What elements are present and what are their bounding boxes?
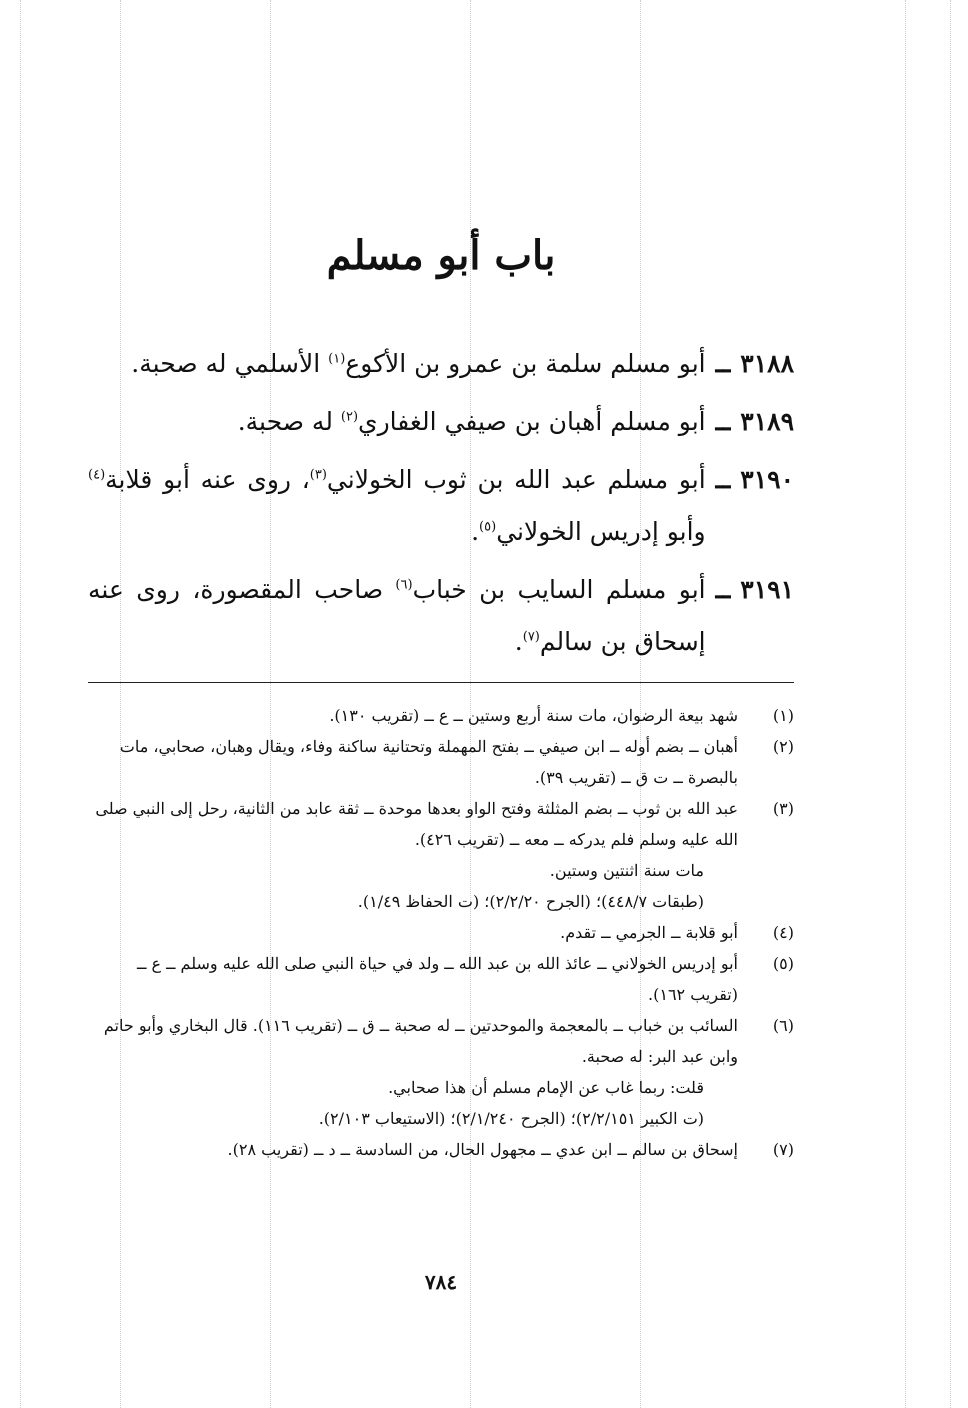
footnote-text: عبد الله بن ثوب ــ بضم المثلثة وفتح الواو بعدها موحدة ــ ثقة عابد من الثانية، رحل إلى النبي صلى الله عليه وسلم فلم يدركه ــ معه ــ (تقريب ٤٢٦). (95, 799, 738, 849)
entries-list (88, 338, 794, 674)
entry-text: أبو مسلم عبد الله بن ثوب الخولاني$^{(٣)}$، روى عنه أبو قلابة$^{(٤)}$ وأبو إدريس الخولاني$^{(٥)}$. (88, 465, 706, 546)
footnote-4 (88, 917, 794, 948)
footnote-ref[interactable]: (٣) (309, 467, 327, 483)
footnote-ref[interactable]: (٧) (522, 629, 540, 645)
footnote-text: شهد بيعة الرضوان، مات سنة أربع وستين ــ ع ــ (تقريب ١٣٠). (329, 706, 738, 725)
footnote-ref[interactable]: (١) (328, 351, 346, 367)
footnote-number: (٤) (772, 923, 794, 942)
footnote-number: (١) (772, 706, 794, 725)
entry-text: أبو مسلم سلمة بن عمرو بن الأكوع$^{(١)}$ الأسلمي له صحبة. (131, 349, 706, 378)
footnote-separator (88, 682, 794, 683)
footnote-2 (88, 731, 794, 793)
entry-3189 (88, 396, 794, 448)
footnote-ref[interactable]: (٤) (88, 467, 106, 483)
footnote-citation: (طبقات ٤٤٨/٧)؛ (الجرح ٢/٢/٢٠)؛ (ت الحفاظ ١/٤٩). (357, 892, 704, 911)
page-number: ٧٨٤ (424, 1270, 458, 1294)
footnote-7 (88, 1134, 794, 1165)
footnote-citation: (ت الكبير ٢/٢/١٥١)؛ (الجرح ٢/١/٢٤٠)؛ (الاستيعاب ٢/١٠٣). (318, 1109, 704, 1128)
footnote-ref[interactable]: (٢) (340, 409, 359, 425)
footnote-text: أهبان ــ بضم أوله ــ ابن صيفي ــ بفتح المهملة وتحتانية ساكنة وفاء، ويقال وهبان، صحابي، مات بالبصرة ــ ت ق ــ (تقريب ٣٩). (119, 737, 738, 787)
footnote-text: أبو إدريس الخولاني ــ عائذ الله بن عبد الله ــ ولد في حياة النبي صلى الله عليه وسلم ــ ع ــ (تقريب ١٦٢). (137, 954, 738, 1004)
chapter-title: باب أبو مسلم (326, 232, 556, 279)
footnote-text: قلت: ربما غاب عن الإمام مسلم أن هذا صحابي. (388, 1078, 704, 1097)
footnote-number: (٦) (772, 1016, 794, 1035)
footnote-3 (88, 793, 794, 917)
footnotes (88, 700, 794, 1165)
footnote-number: (٢) (772, 737, 794, 756)
entry-3188 (88, 338, 794, 390)
entry-number: ٣١٨٩ــ (715, 407, 794, 436)
entry-number: ٣١٩٠ــ (715, 465, 794, 494)
footnote-number: (٥) (772, 954, 794, 973)
entry-number: ٣١٩١ــ (715, 575, 794, 604)
footnote-6 (88, 1010, 794, 1134)
entry-text: أبو مسلم أهبان بن صيفي الغفاري$^{(٢)}$ له صحبة. (237, 407, 706, 436)
footnote-ref[interactable]: (٥) (479, 519, 497, 535)
footnote-text: أبو قلابة ــ الجرمي ــ تقدم. (560, 923, 738, 942)
footnote-text: السائب بن خباب ــ بالمعجمة والموحدتين ــ له صحبة ــ ق ــ (تقريب ١١٦). قال البخاري وأبو حاتم وابن عبد البر: له صحبة. (103, 1016, 738, 1066)
footnote-5 (88, 948, 794, 1010)
entry-3190 (88, 454, 794, 558)
footnote-number: (٣) (772, 799, 794, 818)
entry-number: ٣١٨٨ــ (715, 349, 794, 378)
footnote-number: (٧) (772, 1140, 794, 1159)
entry-text: أبو مسلم السايب بن خباب$^{(٦)}$ صاحب المقصورة، روى عنه إسحاق بن سالم$^{(٧)}$. (88, 575, 706, 656)
footnote-1 (88, 700, 794, 731)
entry-3191 (88, 564, 794, 668)
footnote-ref[interactable]: (٦) (395, 577, 413, 593)
footnote-text: إسحاق بن سالم ــ ابن عدي ــ مجهول الحال، من السادسة ــ د ــ (تقريب ٢٨). (227, 1140, 738, 1159)
footnote-text: مات سنة اثنتين وستين. (549, 861, 704, 880)
